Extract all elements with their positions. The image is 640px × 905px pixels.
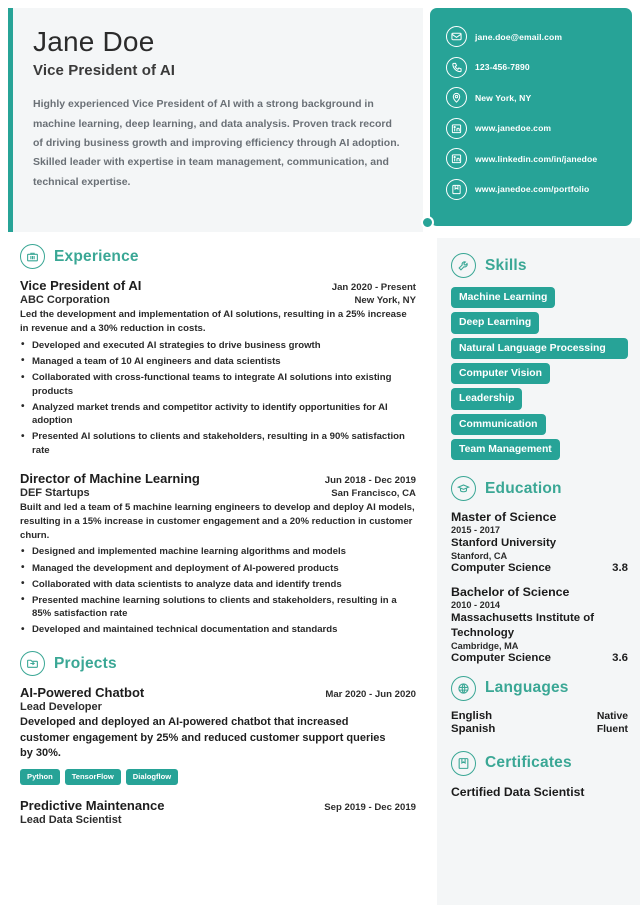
experience-company: ABC Corporation (20, 294, 110, 306)
experience-entry (20, 278, 416, 458)
section-title-projects: Projects (54, 654, 117, 672)
project-date: Sep 2019 - Dec 2019 (324, 801, 416, 813)
decorative-corner-dot (421, 216, 434, 229)
project-tag-list (20, 769, 416, 785)
skill-chip: Communication (451, 414, 546, 435)
experience-location: San Francisco, CA (331, 487, 416, 499)
project-title: Predictive Maintenance (20, 797, 165, 813)
project-tag: Python (20, 769, 60, 785)
list-item: • Managed a team of 10 AI engineers and data scientists (20, 355, 416, 369)
experience-bullet-list (20, 339, 416, 458)
header-summary: Highly experienced Vice President of AI with a strong background in machine learning, deep learning, and data analysis. Proven track record of driving business growth and improving efficiency through AI adoption. Skilled leader with expertise in team management, communication, and technical expertise. (33, 98, 400, 188)
section-title-education: Education (485, 479, 562, 497)
section-header-education (451, 476, 628, 501)
list-item: • Presented AI solutions to clients and stakeholders, resulting in a 90% satisfaction rate (20, 430, 416, 457)
skill-chip: Natural Language Processing (451, 338, 628, 359)
project-role: Lead Developer (20, 701, 102, 714)
contact-location-text: New York, NY (475, 92, 532, 103)
experience-location: New York, NY (354, 295, 416, 306)
education-entry (451, 585, 628, 664)
list-item: • Developed and maintained technical documentation and standards (20, 623, 416, 637)
skill-chip: Computer Vision (451, 363, 550, 384)
project-tag: TensorFlow (65, 769, 121, 785)
section-header-skills (451, 253, 628, 278)
education-location: Stanford, CA (451, 551, 508, 562)
list-item: • Presented machine learning solutions to clients and stakeholders, resulting in a 85% satisfaction rate (20, 594, 416, 621)
education-entry (451, 510, 628, 574)
graduation-cap-icon (451, 476, 476, 501)
experience-title: Director of Machine Learning (20, 470, 200, 486)
website-icon (446, 118, 467, 139)
language-entry (451, 723, 628, 735)
language-name: Spanish (451, 722, 496, 735)
section-header-languages (451, 676, 628, 701)
skill-chip: Team Management (451, 439, 560, 460)
section-title-certificates: Certificates (485, 754, 572, 772)
education-field: Computer Science (451, 651, 552, 664)
contact-linkedin-text: www.linkedin.com/in/janedoe (475, 153, 598, 164)
header-identity-panel (8, 8, 423, 232)
section-title-skills: Skills (485, 256, 527, 274)
list-item: • Analyzed market trends and competitor activity to identify opportunities for AI adoption (20, 401, 416, 428)
contact-phone-text: 123-456-7890 (475, 62, 530, 72)
email-icon (446, 26, 467, 47)
experience-title: Vice President of AI (20, 278, 142, 293)
globe-icon (451, 676, 476, 701)
page-title: Jane Doe (33, 26, 155, 57)
contact-panel (430, 8, 632, 226)
main-content-column (0, 238, 430, 905)
languages-section (451, 676, 628, 735)
certificates-section (451, 751, 628, 799)
project-role: Lead Data Scientist (20, 813, 122, 826)
sidebar-column (437, 238, 640, 905)
skill-chip-list (451, 287, 628, 460)
list-item: • Managed the development and deployment of AI-powered products (20, 562, 416, 576)
header-job-title: Vice President of AI (33, 62, 176, 80)
linkedin-icon (446, 148, 467, 169)
section-title-languages: Languages (485, 679, 569, 697)
language-name: English (451, 709, 493, 722)
contact-website-text: www.janedoe.com (475, 123, 552, 133)
education-years: 2010 - 2014 (451, 600, 501, 611)
contact-item-website[interactable] (446, 118, 632, 139)
briefcase-icon (20, 244, 45, 269)
language-entry (451, 710, 628, 722)
phone-icon (446, 57, 467, 78)
list-item: • Collaborated with data scientists to analyze data and identify trends (20, 578, 416, 592)
experience-company: DEF Startups (20, 486, 90, 499)
project-entry (20, 685, 416, 785)
contact-item-linkedin[interactable] (446, 148, 632, 169)
education-school: Stanford University (451, 537, 557, 550)
experience-entry (20, 471, 416, 637)
education-section (451, 476, 628, 664)
language-level: Native (596, 710, 628, 722)
experience-bullet-list (20, 545, 416, 637)
education-years: 2015 - 2017 (451, 525, 501, 536)
project-description: Developed and deployed an AI-powered chatbot that increased customer engagement by 25% and reduced customer support queries by 30%. (20, 716, 386, 760)
education-degree: Master of Science (451, 510, 557, 525)
contact-item-phone[interactable] (446, 57, 632, 78)
education-location: Cambridge, MA (451, 640, 519, 651)
contact-portfolio-text: www.janedoe.com/portfolio (475, 184, 590, 194)
portfolio-icon (446, 179, 467, 200)
section-header-projects (20, 651, 416, 676)
project-tag: Dialogflow (126, 769, 178, 785)
skill-chip: Deep Learning (451, 312, 539, 333)
education-gpa: 3.6 (612, 651, 628, 664)
experience-date: Jan 2020 - Present (331, 282, 416, 293)
language-level: Fluent (596, 723, 628, 735)
skill-chip: Leadership (451, 388, 522, 409)
location-icon (446, 87, 467, 108)
project-date: Mar 2020 - Jun 2020 (325, 689, 416, 701)
education-degree: Bachelor of Science (451, 585, 570, 600)
project-entry (20, 798, 416, 826)
folder-icon (20, 651, 45, 676)
education-field: Computer Science (451, 562, 552, 575)
list-item: • Designed and implemented machine learning algorithms and models (20, 545, 416, 559)
list-item: • Collaborated with cross-functional teams to integrate AI solutions into existing products (20, 371, 416, 398)
skills-section (451, 253, 628, 460)
education-school: Massachusetts Institute of Technology (451, 612, 595, 639)
wrench-icon (451, 253, 476, 278)
section-header-certificates (451, 751, 628, 776)
experience-date: Jun 2018 - Dec 2019 (324, 474, 416, 486)
project-title: AI-Powered Chatbot (20, 685, 145, 701)
experience-description: Built and led a team of 5 machine learning engineers to develop and deploy AI models, resulting in a 15% increase in customer engagement and a 20% reduction in customer churn. (20, 501, 415, 541)
certificate-name: Certified Data Scientist (451, 784, 585, 799)
contact-email-text: jane.doe@email.com (475, 31, 563, 42)
list-item: • Developed and executed AI strategies to drive business growth (20, 339, 416, 353)
section-title-experience: Experience (54, 247, 139, 265)
experience-description: Led the development and implementation of AI solutions, resulting in a 25% increase in revenue and a 30% reduction in costs. (20, 309, 407, 334)
section-header-experience (20, 244, 416, 269)
book-icon (451, 751, 476, 776)
contact-item-portfolio[interactable] (446, 179, 632, 200)
contact-item-location[interactable] (446, 87, 632, 108)
contact-item-email[interactable] (446, 26, 632, 47)
education-gpa: 3.8 (612, 562, 628, 575)
skill-chip: Machine Learning (451, 287, 555, 308)
